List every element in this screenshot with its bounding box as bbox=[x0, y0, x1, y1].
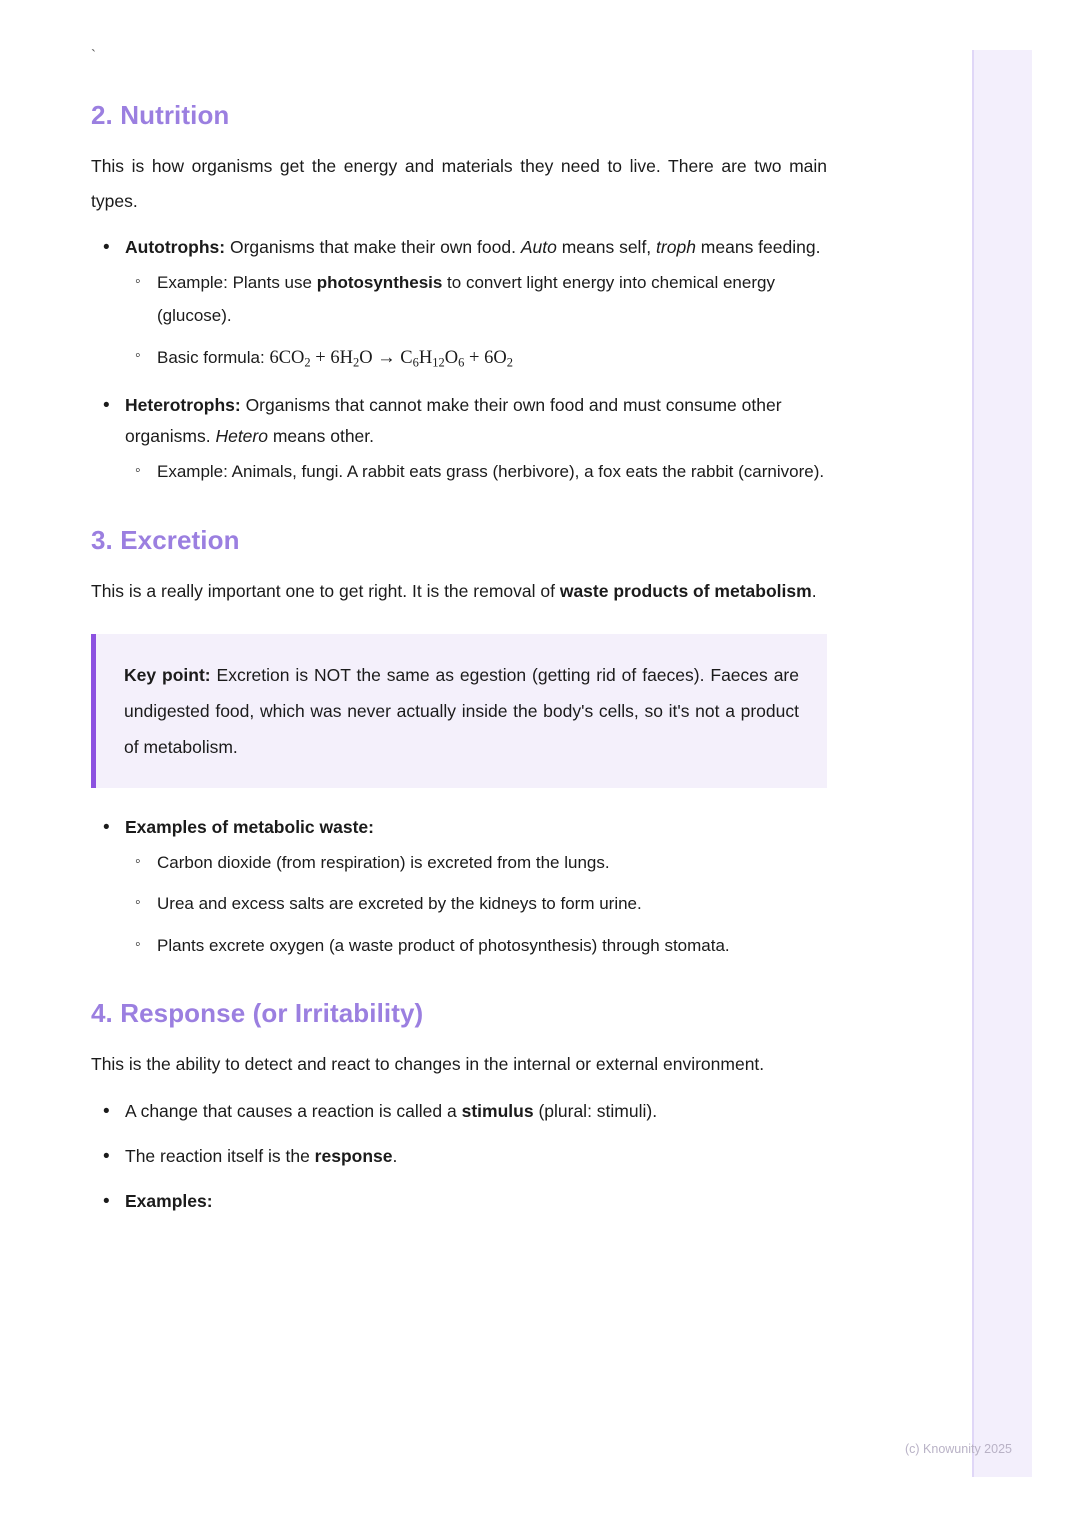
sub-item-carbon-dioxide: ◦ Carbon dioxide (from respiration) is excreted from the lungs. bbox=[157, 847, 827, 879]
list-item-response bbox=[125, 1141, 827, 1172]
photosynthesis-example-post: to convert light energy into chemical energy (glucose). bbox=[157, 273, 775, 325]
response-pre: The reaction itself is the bbox=[125, 1145, 315, 1166]
key-point-body: Excretion is NOT the same as egestion (getting rid of faeces). Faeces are undigested food, which was never actually inside the body's cells, so it's not a product of metabolism. bbox=[124, 665, 799, 758]
response-bold: response bbox=[314, 1145, 393, 1166]
list-item-autotrophs bbox=[125, 232, 827, 376]
autotrophs-em-troph: troph bbox=[656, 237, 696, 258]
sub-item-plant-oxygen: ◦ Plants excrete oxygen (a waste product of photosynthesis) through stomata. bbox=[157, 930, 827, 962]
heterotrophs-sublist bbox=[125, 456, 827, 488]
heading-excretion: 3. Excretion bbox=[91, 524, 240, 555]
list-item-examples bbox=[125, 1186, 827, 1217]
metabolic-waste-sublist bbox=[125, 847, 827, 962]
sub-item-heterotroph-example: ◦ Example: Animals, fungi. A rabbit eats grass (herbivore), a fox eats the rabbit (carnivore). bbox=[157, 456, 827, 488]
excretion-list bbox=[91, 812, 827, 962]
sub-item-photosynthesis-example bbox=[157, 267, 827, 332]
stimulus-post: (plural: stimuli). bbox=[533, 1100, 658, 1121]
list-item-stimulus bbox=[125, 1096, 827, 1127]
document-content bbox=[91, 48, 827, 1231]
sub-item-basic-formula bbox=[157, 341, 827, 376]
autotrophs-em-auto: Auto bbox=[520, 237, 557, 258]
list-item-heterotrophs bbox=[125, 390, 827, 489]
excretion-intro-paragraph bbox=[91, 574, 827, 609]
photosynthesis-bold: photosynthesis bbox=[316, 273, 443, 293]
nutrition-list bbox=[91, 232, 827, 488]
stimulus-pre: A change that causes a reaction is called a bbox=[125, 1100, 462, 1121]
response-post: . bbox=[392, 1145, 398, 1166]
autotrophs-text-c: means feeding. bbox=[695, 237, 821, 258]
basic-formula-label: Basic formula: bbox=[157, 348, 270, 368]
heterotrophs-em-hetero: Hetero bbox=[215, 426, 268, 447]
response-intro-paragraph: This is the ability to detect and react to changes in the internal or external environment. bbox=[91, 1054, 765, 1075]
autotrophs-sublist bbox=[125, 267, 827, 376]
key-point-callout bbox=[91, 634, 827, 788]
photosynthesis-example-pre: Example: Plants use bbox=[157, 273, 317, 293]
key-point-label: Key point: bbox=[124, 665, 211, 686]
heterotrophs-text-b: means other. bbox=[267, 426, 375, 447]
sub-item-urea: ◦ Urea and excess salts are excreted by the kidneys to form urine. bbox=[157, 888, 827, 920]
heading-response: 4. Response (or Irritability) bbox=[91, 998, 424, 1029]
key-point-text bbox=[124, 658, 799, 766]
excretion-intro-pre: This is a really important one to get right. It is the removal of bbox=[91, 580, 560, 601]
stimulus-bold: stimulus bbox=[461, 1100, 534, 1121]
photosynthesis-equation: $6CO_2 + 6H_2O \to C_6H_{12}O_6 + 6O_2$ bbox=[269, 348, 513, 370]
excretion-intro-post: . bbox=[811, 580, 817, 601]
excretion-intro-bold: waste products of metabolism bbox=[559, 580, 812, 601]
copyright-credit: (c) Knowunity 2025 bbox=[904, 1442, 1012, 1456]
stray-tick-mark: ` bbox=[91, 47, 96, 64]
term-autotrophs: Autotrophs: bbox=[125, 237, 226, 258]
examples-label: Examples: bbox=[125, 1190, 213, 1211]
list-item-metabolic-waste bbox=[125, 812, 827, 962]
autotrophs-text-a: Organisms that make their own food. bbox=[225, 237, 521, 258]
page-right-margin-band bbox=[972, 50, 1032, 1477]
heterotrophs-text-a: Organisms that cannot make their own food and must consume other organisms. bbox=[125, 395, 782, 447]
nutrition-intro-paragraph: This is how organisms get the energy and materials they need to live. There are two main types. bbox=[91, 156, 827, 211]
response-list bbox=[91, 1096, 827, 1217]
term-heterotrophs: Heterotrophs: bbox=[125, 395, 241, 416]
metabolic-waste-title: Examples of metabolic waste: bbox=[125, 817, 374, 837]
heading-nutrition: 2. Nutrition bbox=[91, 100, 230, 130]
autotrophs-text-b: means self, bbox=[556, 237, 657, 258]
